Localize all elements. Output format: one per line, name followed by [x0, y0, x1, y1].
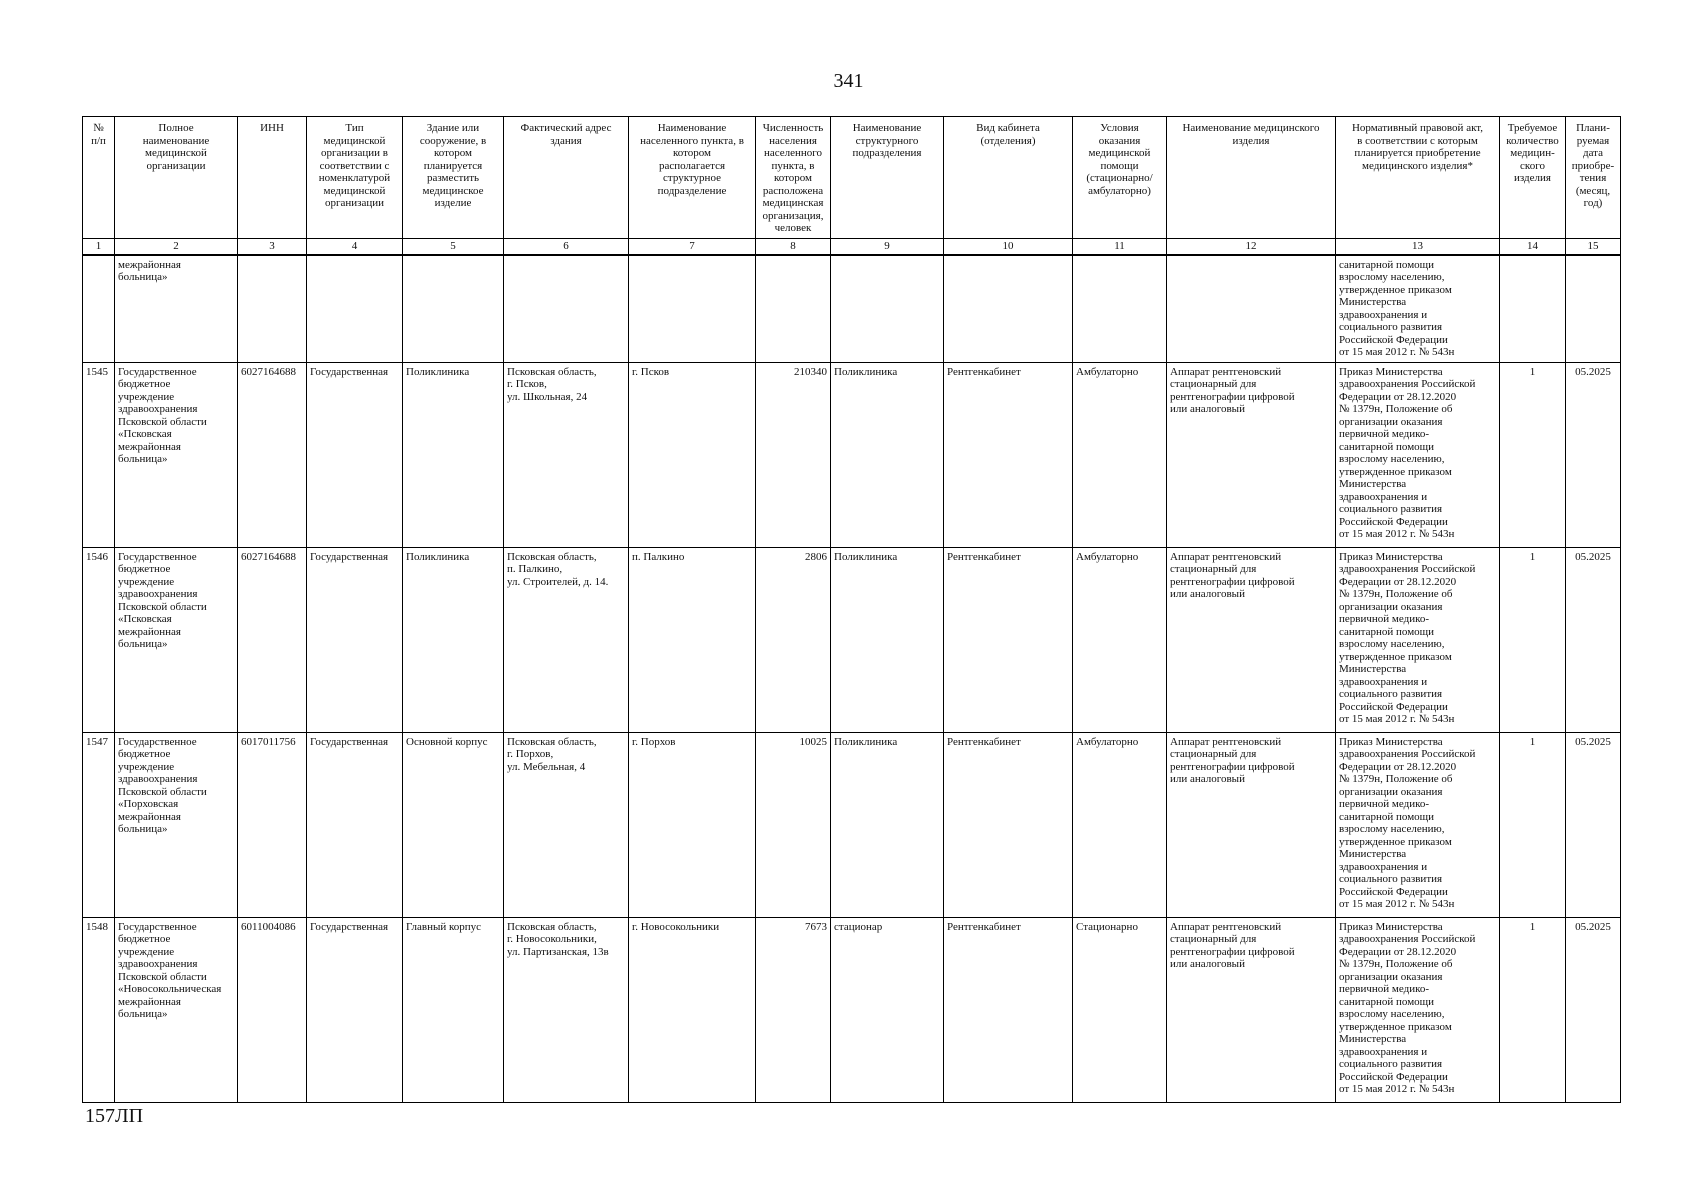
cell-act: санитарной помощи взрослому населению, утвержденное приказом Министерства здравоохранения и социального развития Российской Федерации от 15 мая 2012 г. № 543н [1336, 255, 1500, 363]
cell-address [504, 255, 629, 363]
cell-building: Основной корпус [403, 732, 504, 917]
cell-cabinet [944, 255, 1073, 363]
column-number: 6 [504, 238, 629, 255]
continuation-row [83, 255, 1621, 363]
column-number-row [83, 238, 1621, 255]
column-number: 11 [1073, 238, 1167, 255]
cell-building: Главный корпус [403, 917, 504, 1102]
cell-device: Аппарат рентгеновский стационарный для рентгенографии цифровой или аналоговый [1167, 732, 1336, 917]
header-type: Тип медицинской организации в соответствии с номенклатурой медицинской организации [307, 117, 403, 239]
cell-num: 1548 [83, 917, 115, 1102]
cell-unit [831, 255, 944, 363]
cell-device [1167, 255, 1336, 363]
cell-locality [629, 255, 756, 363]
cell-inn: 6027164688 [238, 362, 307, 547]
cell-date: 05.2025 [1566, 547, 1621, 732]
header-unit: Наименование структурного подразделения [831, 117, 944, 239]
cell-device: Аппарат рентгеновский стационарный для рентгенографии цифровой или аналоговый [1167, 547, 1336, 732]
cell-building: Поликлиника [403, 362, 504, 547]
column-number: 1 [83, 238, 115, 255]
cell-qty [1500, 255, 1566, 363]
table-row [83, 732, 1621, 917]
table-row [83, 362, 1621, 547]
column-number: 5 [403, 238, 504, 255]
cell-qty: 1 [1500, 732, 1566, 917]
document-code: 157ЛП [85, 1105, 144, 1127]
header-building: Здание или сооружение, в котором планируется разместить медицинское изделие [403, 117, 504, 239]
header-population: Численность населения населенного пункта, в котором расположена медицинская организация, человек [756, 117, 831, 239]
header-org: Полное наименование медицинской организации [115, 117, 238, 239]
cell-conditions: Амбулаторно [1073, 547, 1167, 732]
table-row [83, 547, 1621, 732]
cell-address: Псковская область, г. Порхов, ул. Мебельная, 4 [504, 732, 629, 917]
cell-type: Государственная [307, 547, 403, 732]
cell-building: Поликлиника [403, 547, 504, 732]
cell-act: Приказ Министерства здравоохранения Российской Федерации от 28.12.2020 № 1379н, Положение об организации оказания первичной медико- санитарной помощи взрослому населению, утвержденное приказом Министерства здравоохранения и социального развития Российской Федерации от 15 мая 2012 г. № 543н [1336, 547, 1500, 732]
header-device: Наименование медицинского изделия [1167, 117, 1336, 239]
cell-inn: 6017011756 [238, 732, 307, 917]
cell-locality: п. Палкино [629, 547, 756, 732]
cell-org: Государственное бюджетное учреждение здравоохранения Псковской области «Псковская межрайонная больница» [115, 362, 238, 547]
column-number: 13 [1336, 238, 1500, 255]
header-conditions: Условия оказания медицинской помощи (стационарно/ амбулаторно) [1073, 117, 1167, 239]
cell-org: Государственное бюджетное учреждение здравоохранения Псковской области «Новосокольническая межрайонная больница» [115, 917, 238, 1102]
cell-device: Аппарат рентгеновский стационарный для рентгенографии цифровой или аналоговый [1167, 917, 1336, 1102]
cell-org: Государственное бюджетное учреждение здравоохранения Псковской области «Порховская межрайонная больница» [115, 732, 238, 917]
cell-unit: Поликлиника [831, 362, 944, 547]
cell-type: Государственная [307, 362, 403, 547]
header-cabinet: Вид кабинета (отделения) [944, 117, 1073, 239]
cell-unit: Поликлиника [831, 547, 944, 732]
column-number: 3 [238, 238, 307, 255]
cell-unit: Поликлиника [831, 732, 944, 917]
cell-locality: г. Псков [629, 362, 756, 547]
cell-num [83, 255, 115, 363]
cell-conditions: Амбулаторно [1073, 732, 1167, 917]
table-row [83, 917, 1621, 1102]
cell-date: 05.2025 [1566, 362, 1621, 547]
cell-date: 05.2025 [1566, 732, 1621, 917]
column-number: 8 [756, 238, 831, 255]
cell-locality: г. Новосокольники [629, 917, 756, 1102]
cell-num: 1545 [83, 362, 115, 547]
column-number: 10 [944, 238, 1073, 255]
equipment-table [82, 116, 1621, 1103]
header-row [83, 117, 1621, 239]
cell-type: Государственная [307, 917, 403, 1102]
cell-qty: 1 [1500, 362, 1566, 547]
cell-num: 1547 [83, 732, 115, 917]
cell-cabinet: Рентгенкабинет [944, 917, 1073, 1102]
cell-inn: 6027164688 [238, 547, 307, 732]
cell-population: 210340 [756, 362, 831, 547]
header-qty: Требуемое количество медицин- ского изделия [1500, 117, 1566, 239]
cell-population: 2806 [756, 547, 831, 732]
column-number: 14 [1500, 238, 1566, 255]
cell-type: Государственная [307, 732, 403, 917]
cell-cabinet: Рентгенкабинет [944, 362, 1073, 547]
cell-qty: 1 [1500, 547, 1566, 732]
header-date: Плани- руемая дата приобре- тения (месяц, год) [1566, 117, 1621, 239]
cell-org: Государственное бюджетное учреждение здравоохранения Псковской области «Псковская межрайонная больница» [115, 547, 238, 732]
cell-conditions [1073, 255, 1167, 363]
cell-cabinet: Рентгенкабинет [944, 547, 1073, 732]
cell-date [1566, 255, 1621, 363]
header-inn: ИНН [238, 117, 307, 239]
header-locality: Наименование населенного пункта, в котором располагается структурное подразделение [629, 117, 756, 239]
cell-inn: 6011004086 [238, 917, 307, 1102]
column-number: 4 [307, 238, 403, 255]
cell-inn [238, 255, 307, 363]
column-number: 7 [629, 238, 756, 255]
header-num: № п/п [83, 117, 115, 239]
cell-date: 05.2025 [1566, 917, 1621, 1102]
column-number: 9 [831, 238, 944, 255]
page-number: 341 [833, 70, 864, 92]
cell-population: 10025 [756, 732, 831, 917]
column-number: 2 [115, 238, 238, 255]
cell-population: 7673 [756, 917, 831, 1102]
cell-address: Псковская область, г. Псков, ул. Школьная, 24 [504, 362, 629, 547]
column-number: 12 [1167, 238, 1336, 255]
header-address: Фактический адрес здания [504, 117, 629, 239]
cell-building [403, 255, 504, 363]
column-number: 15 [1566, 238, 1621, 255]
cell-num: 1546 [83, 547, 115, 732]
cell-act: Приказ Министерства здравоохранения Российской Федерации от 28.12.2020 № 1379н, Положение об организации оказания первичной медико- санитарной помощи взрослому населению, утвержденное приказом Министерства здравоохранения и социального развития Российской Федерации от 15 мая 2012 г. № 543н [1336, 732, 1500, 917]
cell-cabinet: Рентгенкабинет [944, 732, 1073, 917]
cell-org: межрайонная больница» [115, 255, 238, 363]
cell-act: Приказ Министерства здравоохранения Российской Федерации от 28.12.2020 № 1379н, Положение об организации оказания первичной медико- санитарной помощи взрослому населению, утвержденное приказом Министерства здравоохранения и социального развития Российской Федерации от 15 мая 2012 г. № 543н [1336, 362, 1500, 547]
cell-conditions: Стационарно [1073, 917, 1167, 1102]
cell-address: Псковская область, п. Палкино, ул. Строителей, д. 14. [504, 547, 629, 732]
cell-act: Приказ Министерства здравоохранения Российской Федерации от 28.12.2020 № 1379н, Положение об организации оказания первичной медико- санитарной помощи взрослому населению, утвержденное приказом Министерства здравоохранения и социального развития Российской Федерации от 15 мая 2012 г. № 543н [1336, 917, 1500, 1102]
cell-type [307, 255, 403, 363]
cell-qty: 1 [1500, 917, 1566, 1102]
header-act: Нормативный правовой акт, в соответствии с которым планируется приобретение медицинского изделия* [1336, 117, 1500, 239]
cell-population [756, 255, 831, 363]
cell-locality: г. Порхов [629, 732, 756, 917]
cell-address: Псковская область, г. Новосокольники, ул. Партизанская, 13в [504, 917, 629, 1102]
cell-unit: стационар [831, 917, 944, 1102]
cell-device: Аппарат рентгеновский стационарный для рентгенографии цифровой или аналоговый [1167, 362, 1336, 547]
cell-conditions: Амбулаторно [1073, 362, 1167, 547]
